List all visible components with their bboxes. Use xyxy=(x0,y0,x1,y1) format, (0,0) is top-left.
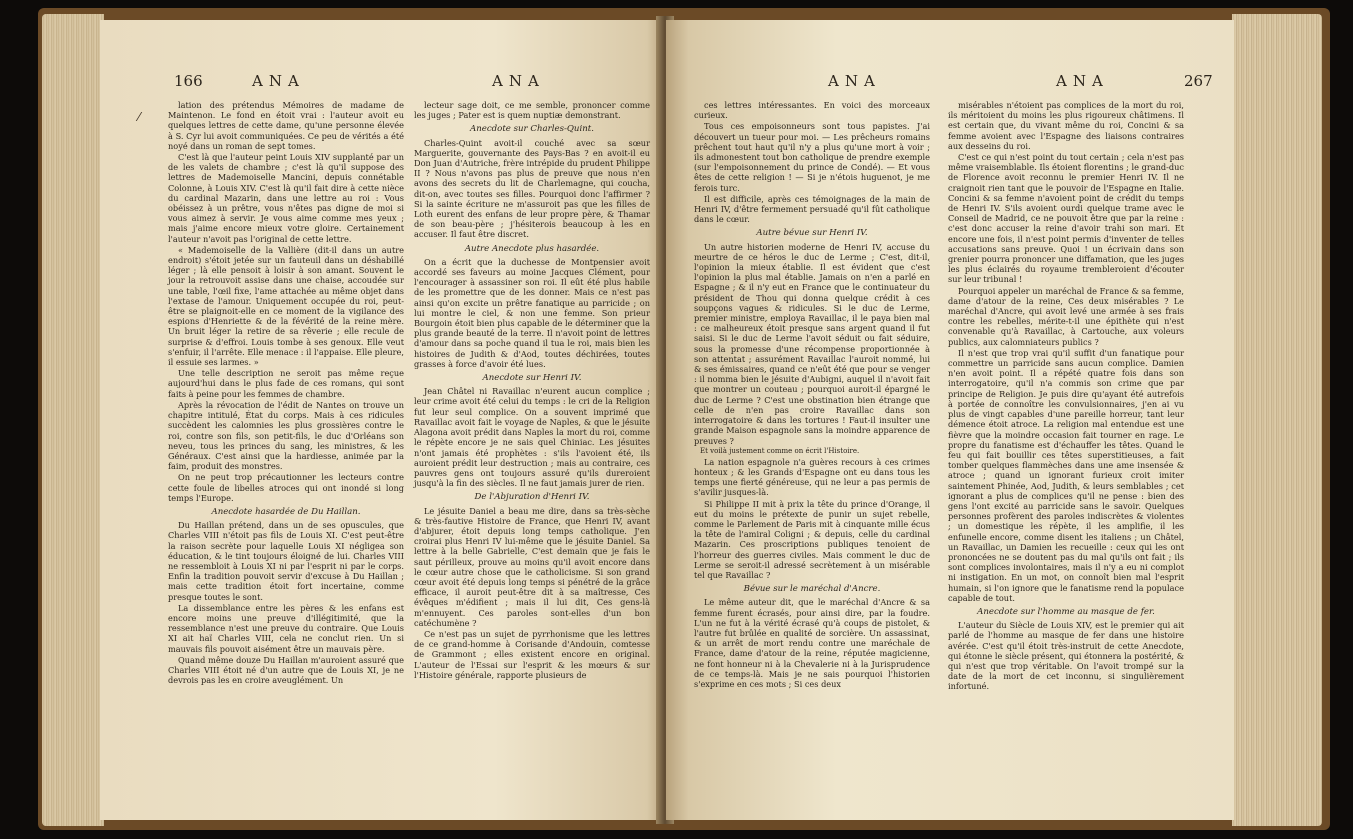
paragraph: C'est là que l'auteur peint Louis XIV supplanté par un de les valets de chambre ; c'est là qu'il suppose des lettres de Mademoiselle Mancini, depuis connétable Colonne, à Louis XIV. C'est là qu'il fait dire à cette nièce du cardinal Mazarin, dans une lettre au roi : Vous obéissez à un prêtre, vous n'êtes pas digne de moi si vous aimez à servir. Je vous aime comme mes yeux ; mais j'aime encore mieux votre gloire. Certainement l'auteur n'avoit pas l'original de cette lettre. xyxy=(168,152,404,244)
left-running-header xyxy=(160,72,624,96)
right-column-2 xyxy=(948,100,1184,693)
section-heading: De l'Abjuration d'Henri IV. xyxy=(474,492,590,503)
section-heading: Bévue sur le maréchal d'Ancre. xyxy=(743,584,881,595)
right-page xyxy=(666,20,1234,820)
right-page-number: 267 xyxy=(1184,72,1213,90)
paragraph: C'est ce qui n'est point du tout certain ; cela n'est pas même vraisemblable. Ils étoient florentins ; le grand-duc de Florence avoit reconnu le premier Henri IV. Il ne craignoit rien tant que le pouvoir de l'Espagne en Italie. Concini & sa femme n'avoient point de crédit du temps de Henri IV. S'ils avoient ourdi quelque trame avec le Conseil de Madrid, ce ne pouvoit être que par la reine : c'est donc accuser la reine d'avoir trahi son mari. Et encore une fois, il n'est point permis d'inventer de telles accusations sans preuve. Quoi ! un écrivain dans son grenier pourra prononcer une diffamation, que les juges les plus éclairés du royaume trembleroient d'écouter sur leur tribunal ! xyxy=(948,152,1184,285)
section-heading: Autre Anecdote plus hasardée. xyxy=(464,243,600,254)
paragraph: L'auteur du Siècle de Louis XIV, est le premier qui ait parlé de l'homme au masque de fer dans une histoire avérée. C'est qu'il étoit très-instruit de cette Anecdote, qui étonne le siècle présent, qui étonnera la postérité, & qui n'est que trop véritable. On l'avoit trompé sur la date de la mort de cet inconnu, si singulièrement infortuné. xyxy=(948,620,1184,692)
paragraph: Après la révocation de l'édit de Nantes on trouve un chapitre intitulé, État du corps. Mais à ces ridicules succèdent les calomnies les plus grossières contre le roi, contre son fils, son petit-fils, le duc d'Orléans son neveu, tous les princes du sang, les ministres, & les Généraux. C'est ainsi que la hardiesse, animée par la faim, produit des monstres. xyxy=(168,399,404,472)
right-column-1 xyxy=(694,100,930,690)
paragraph: Charles-Quint avoit-il couché avec sa sœur Marguerite, gouvernante des Pays-Bas ? en avoit-il eu Don Juan d'Autriche, frère intrépide du prudent Philippe II ? Nous n'avons pas plus de preuve que nous n'en avons des secrets du lit de Charlemagne, qui coucha, dit-on, avec toutes ses filles. Pourquoi donc l'affirmer ? Si la sainte écriture ne m'assuroit pas que les filles de Loth eurent des enfans de leur propre père, & Thamar de son beau-père ; j'hésiterois beaucoup à les en accuser. Il faut être discret. xyxy=(414,137,650,240)
right-running-head-2: ANA xyxy=(1056,72,1109,90)
paragraph: Le même auteur dit, que le maréchal d'Ancre & sa femme furent écrasés, pour ainsi dire, par la foudre. L'un ne fut à la vérité écrasé qu'à coups de pistolet, & l'autre fut brûlée en qualité de sorcière. Un assassinat, & un arrêt de mort rendu contre une maréchale de France, dame d'atour de la reine, réputée magicienne, ne font honneur ni à la Chevalerie ni à la Jurisprudence de ce temps-là. Mais je ne sais pourquoi l'historien s'exprime en ces mots ; Si ces deux xyxy=(694,597,930,689)
paragraph: Ce n'est pas un sujet de pyrrhonisme que les lettres de ce grand-homme à Corisande d'Andouin, comtesse de Grammont ; elles existent encore en original. L'auteur de l'Essai sur l'esprit & les mœurs & sur l'Histoire générale, rapporte plusieurs de xyxy=(414,628,650,680)
paragraph: Un autre historien moderne de Henri IV, accuse du meurtre de ce héros le duc de Lerme ; C'est, dit-il, l'opinion la mieux établie. Il est évident que c'est l'opinion la plus mal établie. Jamais on n'en a parlé en Espagne ; & il n'y eut en France que le continuateur du président de Thou qui donna quelque crédit à ces soupçons vagues & ridicules. Si le duc de Lerme, premier ministre, employa Ravaillac, il le paya bien mal : ce malheureux étoit presque sans argent quand il fut saisi. Si le duc de Lerme l'avoit séduit ou fait séduire, sous la promesse d'une récompense proportionnée à son attentat ; assurément Ravaillac l'auroit nommé, lui & ses émissaires, quand ce n'eût été que pour se venger : il nomma bien le jésuite d'Aubigni, auquel il n'avoit fait que montrer un couteau ; pourquoi auroit-il épargné le duc de Lerme ? C'est une obstination bien étrange que celle de n'en pas croire Ravaillac dans son interrogatoire & dans les tortures ! Faut-il insulter une grande Maison espagnole sans la moindre apparence de preuves ? xyxy=(694,241,930,446)
left-column-1 xyxy=(168,100,404,686)
left-page xyxy=(100,20,664,820)
section-heading: Anecdote sur Henri IV. xyxy=(482,373,582,384)
page-edges-left xyxy=(42,14,104,826)
paragraph: ces lettres intéressantes. En voici des morceaux curieux. xyxy=(694,100,930,121)
left-column-2 xyxy=(414,100,650,681)
paragraph: Si Philippe II mit à prix la tête du prince d'Orange, il eut du moins le prétexte de punir un sujet rebelle, comme le Parlement de Paris mit à cinquante mille écus la tête de l'amiral Coligni ; & depuis, celle du cardinal Mazarin. Ces proscriptions publiques tenoient de l'horreur des guerres civiles. Mais comment le duc de Lerme se seroit-il adressé secrètement à un misérable tel que Ravaillac ? xyxy=(694,498,930,580)
margin-pencil-mark: ⁄ xyxy=(138,110,141,124)
paragraph: On ne peut trop précautionner les lecteurs contre cette foule de libelles atroces qui ont inondé si long temps l'Europe. xyxy=(168,472,404,503)
section-heading: Autre bévue sur Henri IV. xyxy=(756,228,868,239)
paragraph: Pourquoi appeler un maréchal de France & sa femme, dame d'atour de la reine, Ces deux misérables ? Le maréchal d'Ancre, qui avoit levé une armée à ses frais contre les rebelles, mérite-t-il une épithète qui n'est convenable qu'à Ravaillac, à Cartouche, aux voleurs publics, aux calomniateurs publics ? xyxy=(948,285,1184,347)
left-running-head-1: ANA xyxy=(252,72,305,90)
paragraph: lation des prétendus Mémoires de madame de Maintenon. Le fond en étoit vrai : l'auteur avoit eu quelques lettres de cette dame, qu'une personne élevée à S. Cyr lui avoit communiquées. Ce peu de vérités a été noyé dans un roman de sept tomes. xyxy=(168,100,404,151)
paragraph: Il est difficile, après ces témoignages de la main de Henri IV, d'être fermement persuadé qu'il fût catholique dans le cœur. xyxy=(694,193,930,225)
paragraph: Jean Châtel ni Ravaillac n'eurent aucun complice ; leur crime avoit été celui du temps : le cri de la Religion fut leur seul complice. On a souvent imprimé que Ravaillac avoit fait le voyage de Naples, & que le jésuite Alagona avoit prédit dans Naples la mort du roi, comme le répète encore je ne sais quel Chiniac. Les jésuites n'ont jamais été prophètes : s'ils l'avoient été, ils auroient prédit leur destruction ; mais au contraire, ces pauvres gens ont toujours assuré qu'ils dureroient jusqu'à la fin des siècles. Il ne faut jamais jurer de rien. xyxy=(414,386,650,489)
paragraph: On a écrit que la duchesse de Montpensier avoit accordé ses faveurs au moine Jacques Clément, pour l'encourager à assassiner son roi. Il eût été plus habile de les promettre que de les donner. Mais ce n'est pas ainsi qu'on excite un prêtre fanatique au parricide ; on lui montre le ciel, & non une femme. Son prieur Bourgoin étoit bien plus capable de le déterminer que la plus grande beauté de la terre. Il n'avoit point de lettres d'amour dans sa poche quand il tua le roi, mais bien les histoires de Judith & d'Aod, toutes déchirées, toutes grasses à force d'avoir été lues. xyxy=(414,256,650,369)
paragraph: Une telle description ne seroit pas même reçue aujourd'hui dans le plus fade de ces romans, qui sont faits à peine pour les femmes de chambre. xyxy=(168,368,404,399)
paragraph: lecteur sage doit, ce me semble, prononcer comme les juges ; Pater est is quem nuptiæ demonstrant. xyxy=(414,100,650,121)
paragraph: Du Haillan prétend, dans un de ses opuscules, que Charles VIII n'étoit pas fils de Louis XI. C'est peut-être la raison secrète pour laquelle Louis XI négligea son éducation, & le tint toujours éloigné de lui. Charles VIII ne ressembloit à Louis XI ni par l'esprit ni par le corps. Enfin la tradition pouvoit servir d'excuse à Du Haillan ; mais cette tradition étoit fort incertaine, comme presque toutes le sont. xyxy=(168,520,404,602)
paragraph: misérables n'étoient pas complices de la mort du roi, ils méritoient du moins les plus rigoureux châtimens. Il est certain que, du vivant même du roi, Concini & sa femme avoient avec l'Espagne des liaisons contraires aux desseins du roi. xyxy=(948,100,1184,151)
left-page-number: 166 xyxy=(174,72,203,90)
right-running-head-1: ANA xyxy=(828,72,881,90)
paragraph: La dissemblance entre les pères & les enfans est encore moins une preuve d'illégitimité, que la ressemblance n'est une preuve du contraire. Que Louis XI ait haï Charles VIII, cela ne conclut rien. Un si mauvais fils pouvoit aisément être un mauvais père. xyxy=(168,602,404,654)
page-edges-right xyxy=(1232,14,1322,826)
paragraph: Il n'est que trop vrai qu'il suffit d'un fanatique pour commettre un parricide sans aucun complice. Damien n'en avoit point. Il a répété quatre fois dans son interrogatoire, qu'il n'a commis son crime que par principe de Religion. Je puis dire qu'ayant été autrefois à portée de connoître les convulsionnaires, j'en ai vu plus de vingt capables d'une pareille horreur, tant leur démence étoit atroce. La religion mal entendue est une fièvre que la moindre occasion fait tourner en rage. Le propre du fanatisme est d'échauffer les têtes. Quand le feu qui fait bouillir ces têtes superstitieuses, a fait tomber quelques flammèches dans une ame insensée & atroce ; quand un ignorant furieux croit imiter saintement Phinée, Aod, Judith, & leurs semblables ; cet ignorant a plus de complices qu'il ne pense : bien des gens l'ont excité au parricide sans le savoir. Quelques personnes profèrent des paroles indiscrètes & violentes ; un domestique les répète, il les amplifie, il les enfunelle encore, comme disent les italiens ; un Châtel, un Ravaillac, un Damien les recueille : ceux qui les ont prononcées ne se doutent pas du mal qu'ils ont fait ; ils sont complices involontaires, mais il n'y a eu ni complot ni instigation. En un mot, on connoît bien mal l'esprit humain, si l'on ignore que le fanatisme rend la populace capable de tout. xyxy=(948,347,1184,603)
right-running-header xyxy=(726,72,1213,96)
paragraph: Le jésuite Daniel a beau me dire, dans sa très-sèche & très-fautive Histoire de France, que Henri IV, avant d'abjurer, étoit depuis long temps catholique. J'en croirai plus Henri IV lui-même que le jésuite Daniel. Sa lettre à la belle Gabrielle, C'est demain que je fais le saut périlleux, prouve au moins qu'il avoit encore dans le cœur autre chose que le catholicisme. Si son grand cœur avoit été depuis long temps si pénétré de la grâce efficace, il auroit peut-être dit à sa maîtresse, Ces évêques m'édifient ; mais il lui dit, Ces gens-là m'ennuyent. Ces paroles sont-elles d'un bon catéchumène ? xyxy=(414,505,650,628)
paragraph: Tous ces empoisonneurs sont tous papistes. J'ai découvert un tueur pour moi. — Les prêcheurs romains prêchent tout haut qu'il n'y a plus qu'une mort à voir ; ils admonestent tout bon catholique de prendre exemple (sur l'empoisonnement du prince de Condé). — Et vous êtes de cette religion ! — Si je n'étois huguenot, je me ferois turc. xyxy=(694,121,930,193)
section-heading: Anecdote hasardée de Du Haillan. xyxy=(211,506,361,517)
section-heading: Anecdote sur l'homme au masque de fer. xyxy=(977,606,1155,617)
paragraph: La nation espagnole n'a guères recours à ces crimes honteux ; & les Grands d'Espagne ont eu dans tous les temps une fierté généreuse, qui ne leur a pas permis de s'avilir jusques-là. xyxy=(694,456,930,498)
note-line: Et voilà justement comme on écrit l'Histoire. xyxy=(700,446,860,455)
paragraph: « Mademoiselle de la Vallière (dit-il dans un autre endroit) s'étoit jetée sur un fauteuil dans un déshabillé léger ; là elle pensoit à loisir à son amant. Souvent le jour la retrouvoit assise dans une chaise, accoudée sur une table, l'œil fixe, l'ame attachée au même objet dans l'extase de l'amour. Uniquement occupée du roi, peut-être se plaignoit-elle en ce moment de la vigilance des espions d'Henriette & de la févérité de la reine mère. Un bruit léger la retire de sa rêverie ; elle recule de surprise & d'effroi. Louis tombe à ses genoux. Elle veut s'enfuir, il l'arrête. Elle menace : il l'appaise. Elle pleure, il essuie ses larmes. » xyxy=(168,244,404,368)
section-heading: Anecdote sur Charles-Quint. xyxy=(470,124,594,135)
paragraph: Quand même douze Du Haillan m'auroient assuré que Charles VIII étoit né d'un autre que de Louis XI, je ne devrois pas les en croire aveuglément. Un xyxy=(168,654,404,686)
left-running-head-2: ANA xyxy=(492,72,545,90)
